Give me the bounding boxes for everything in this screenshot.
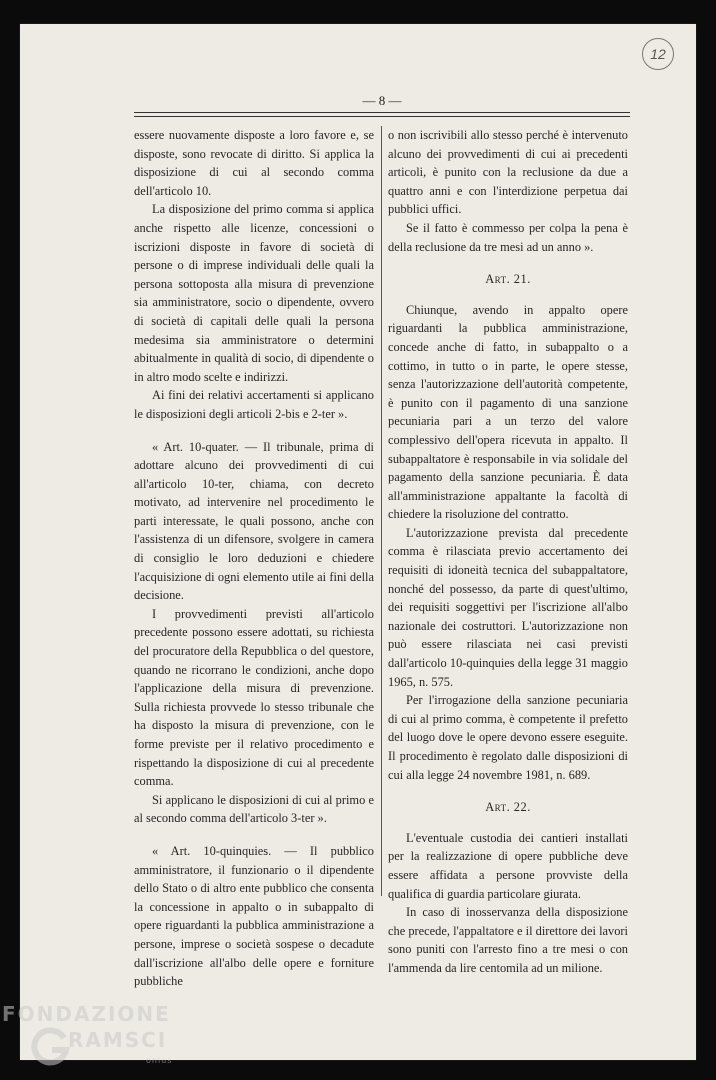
- paragraph: I provvedimenti previsti all'articolo precedente possono essere adottati, su richiesta del procuratore della Repubblica o del questore, quando ne ricorrano le condizioni, anche dopo l'applicazione della misura di prevenzione. Sulla richiesta provvede lo stesso tribunale che ha disposto la misura di prevenzione, con le forme previste per il relativo procedimento e rispettando la disposizione di cui al precedente comma.: [134, 606, 374, 789]
- handwritten-page-number: 12: [642, 38, 674, 70]
- paragraph: In caso di inosservanza della disposizione che precede, l'appaltatore e il direttore dei lavori sono puniti con l'arresto fino a tre mesi o con l'ammenda da lire centomila ad un milione.: [388, 905, 628, 975]
- article-10-quinquies: « Art. 10-quinquies. — Il pubblico amministratore, il funzionario o il dipendente dello Stato o di altro ente pubblico che consenta la concessione in appalto o in subappalto di opere riguardanti la pubblica amministrazione a persone, imprese o società sospese o decadute dall'iscrizione all'albo delle opere e forniture pubbliche: [134, 843, 374, 989]
- paragraph: o non iscrivibili allo stesso perché è intervenuto alcuno dei provvedimenti di cui ai precedenti articoli, è punito con la reclusione da due a quattro anni e con l'interdizione perpetua dai pubblici uffici.: [388, 128, 628, 217]
- watermark-sub: onlus: [146, 1056, 173, 1065]
- watermark-g-logo-icon: [30, 1026, 70, 1066]
- page-folio: — 8 —: [362, 93, 402, 108]
- watermark-line1: FONDAZIONE: [2, 1002, 171, 1026]
- paragraph: Chiunque, avendo in appalto opere riguardanti la pubblica amministrazione, concede anche di fatto, in subappalto o a cottimo, in tutto o in parte, le opere stesse, senza l'autorizzazione dell'autorità competente, è punito con il pagamento di una sanzione pecuniaria pari a un terzo del valore complessivo dell'opera ricevuta in appalto. Il subappaltatore è responsabile in via solidale del pagamento della sanzione pecuniaria. È data all'amministrazione appaltante la facoltà di chiedere la risoluzione del contratto.: [388, 302, 628, 522]
- column-divider: [381, 126, 382, 896]
- paragraph: Si applicano le disposizioni di cui al primo e al secondo comma dell'articolo 3-ter ».: [134, 792, 374, 826]
- paragraph: essere nuovamente disposte a loro favore e, se disposte, sono revocate di diritto. Si applica la disposizione di cui al secondo comma dell'articolo 10.: [134, 128, 374, 198]
- paragraph: Ai fini dei relativi accertamenti si applicano le disposizioni degli articoli 2-bis e 2-ter ».: [134, 388, 374, 421]
- watermark-line2: RAMSCI: [68, 1028, 168, 1052]
- paragraph: Se il fatto è commesso per colpa la pena è della reclusione da tre mesi ad un anno ».: [388, 220, 628, 254]
- article-21-heading: Art. 21.: [485, 272, 531, 287]
- article-22-heading: Art. 22.: [485, 800, 531, 815]
- left-column: [134, 126, 374, 991]
- paragraph: L'autorizzazione prevista dal precedente comma è rilasciata previo accertamento dei requisiti di idoneità tecnica del subappaltatore, nonché del possesso, da parte di quest'ultimo, dei requisiti soggettivi per l'iscrizione all'albo nazionale dei costruttori. L'autorizzazione non può essere rilasciata nei casi previsti dall'articolo 10-quinquies della legge 31 maggio 1965, n. 575.: [388, 525, 628, 689]
- page-header: [134, 93, 630, 113]
- archive-watermark: [2, 1002, 202, 1072]
- right-column: [388, 126, 628, 978]
- paragraph: Per l'irrogazione della sanzione pecuniaria di cui al primo comma, è competente il prefetto del luogo dove le opere devono essere eseguite. Il procedimento è regolato dalle disposizioni di cui alla legge 24 novembre 1981, n. 689.: [388, 693, 628, 782]
- header-rule: [134, 112, 630, 117]
- paragraph: L'eventuale custodia dei cantieri installati per la realizzazione di opere pubbliche deve essere affidata a persone provviste della qualifica di guardia particolare giurata.: [388, 830, 628, 901]
- article-10-quater: « Art. 10-quater. — Il tribunale, prima di adottare alcuno dei provvedimenti di cui all'articolo 10-ter, chiama, con decreto motivato, ad intervenire nel procedimento le parti interessate, le quali possono, anche con l'assistenza di un difensore, svolgere in camera di consiglio le loro deduzioni e chiedere l'acquisizione di ogni elemento utile ai fini della decisione.: [134, 439, 374, 603]
- paragraph: La disposizione del primo comma si applica anche rispetto alle licenze, concessioni o iscrizioni disposte in favore di società di persone o di imprese individuali delle quali la persona sottoposta alla misura di prevenzione sia amministratore, socio o dipendente, ovvero di società di capitali delle quali la persona medesima sia amministratore o determini abitualmente in qualità di socio, di dipendente o in altro modo scelte e indirizzi.: [134, 202, 374, 384]
